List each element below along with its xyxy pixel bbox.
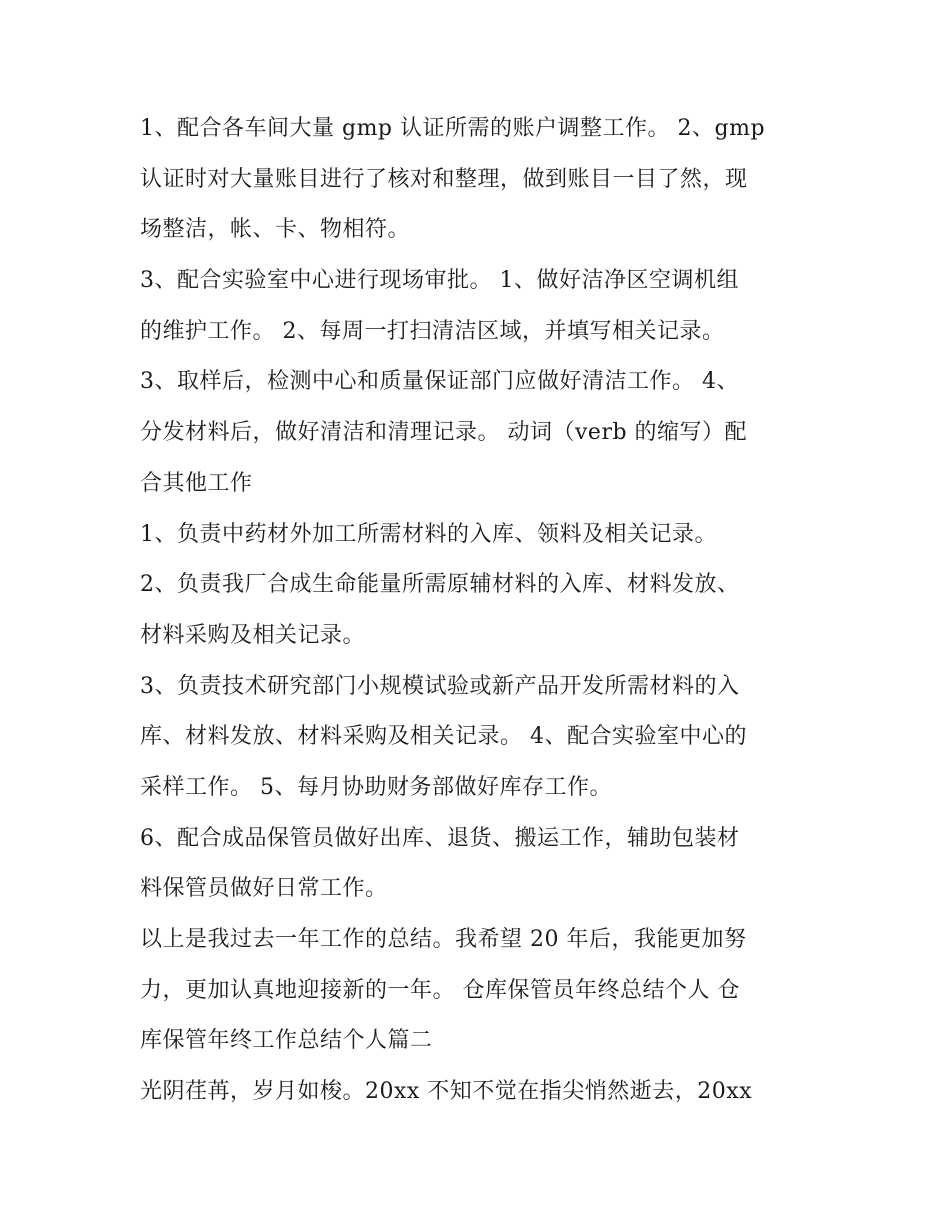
text-line: 1、配合各车间大量 gmp 认证所需的账户调整工作。 2、gmp xyxy=(140,116,766,141)
text-line: 料保管员做好日常工作。 xyxy=(140,876,388,902)
text-line: 采样工作。 5、每月协助财务部做好库存工作。 xyxy=(140,774,612,800)
text-line: 3、取样后，检测中心和质量保证部门应做好清洁工作。 4、 xyxy=(140,369,739,395)
text-line: 1、负责中药材外加工所需材料的入库、领料及相关记录。 xyxy=(140,521,717,547)
text-line: 以上是我过去一年工作的总结。我希望 20 年后，我能更加努 xyxy=(140,927,747,952)
text-line: 3、负责技术研究部门小规模试验或新产品开发所需材料的入 xyxy=(140,673,740,699)
text-line: 的维护工作。 2、每周一打扫清洁区域，并填写相关记录。 xyxy=(140,318,725,344)
text-line: 库保管年终工作总结个人篇二 xyxy=(140,1028,433,1054)
text-line: 库、材料发放、材料采购及相关记录。 4、配合实验室中心的 xyxy=(140,724,747,750)
text-line: 分发材料后，做好清洁和清理记录。 动词（verb 的缩写）配 xyxy=(140,420,748,446)
text-line: 2、负责我厂合成生命能量所需原辅材料的入库、材料发放、 xyxy=(140,572,740,598)
text-line: 3、配合实验室中心进行现场审批。 1、做好洁净区空调机组 xyxy=(140,268,739,294)
document-body xyxy=(140,104,820,1118)
text-line: 认证时对大量账目进行了核对和整理，做到账目一目了然，现 xyxy=(140,166,748,192)
text-line: 光阴荏苒，岁月如梭。20xx 不知不觉在指尖悄然逝去，20xx xyxy=(140,1079,753,1105)
text-line: 场整洁，帐、卡、物相符。 xyxy=(140,217,411,243)
text-line: 6、配合成品保管员做好出库、退货、搬运工作，辅助包装材 xyxy=(140,825,740,851)
text-line: 力，更加认真地迎接新的一年。 仓库保管员年终总结个人 仓 xyxy=(140,977,740,1003)
text-line: 材料采购及相关记录。 xyxy=(140,622,366,648)
text-line: 合其他工作 xyxy=(140,470,253,496)
